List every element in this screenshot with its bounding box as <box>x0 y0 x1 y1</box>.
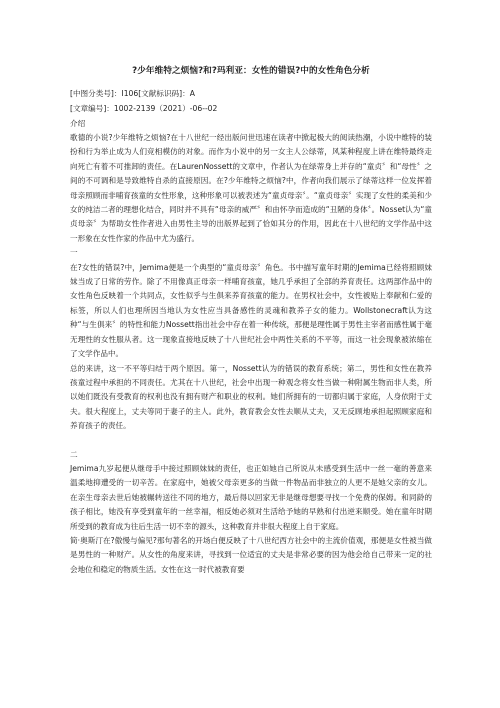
section-divider-two: 二 <box>70 449 78 459</box>
paragraph-inequality: 总的来讲，这一不平等归结于两个原因。第一，Nossett认为的错误的教育系统；第二，男性和女性在教养孩童过程中承担的不同责任。尤其在十八世纪，社会中出现一种观念将女性当做一种附属生物而非人类，所以她们既没有受教育的权利也没有拥有财产和职业的权利。她们所拥有的一切都归属于家庭，人身依附于丈夫。很大程度上，丈夫等同于妻子的主人。此外，教育教会女性去顺从丈夫，又无反顾地承担起照顾家庭和养育孩子的责任。 <box>70 363 432 431</box>
section-gap <box>70 434 432 448</box>
article-number-line: [文章编号]：1002-2139（2021）-06--02 <box>70 104 218 113</box>
document-page <box>70 64 432 577</box>
paragraph-austen: 简·奥斯汀在?傲慢与偏见?那句著名的开场白便反映了十八世纪西方社会中的主流价值观，那便是女性被当做是男性的一种财产。从女性的角度来讲，寻找到一位适宜的丈夫是非常必要的因为他会给自己带来一定的社会地位和稳定的物质生活。女性在这一时代被教育要 <box>70 535 432 574</box>
classification-line: [中图分类号]：I106[文献标识码]：A <box>70 89 195 98</box>
section-divider-one: 一 <box>70 248 78 258</box>
intro-heading: 介绍 <box>70 119 86 128</box>
paragraph-jemima-childhood: Jemima九岁起便从继母手中接过照顾妹妹的责任，也正如她自己所说从未感受到生活中一丝一毫的善意来温柔地抑遭受的一切辛苦。在家庭中，她被父母亲更多的当做一件物品而非独立的人更不是她父亲的女儿。在亲生母亲去世后她被辗转送往不同的地方，最后得以回家无非是继母想要寻找一个免费的保姆。和同龄的孩子相比，她没有享受到童年的一丝幸福，相反她必须对生活给予她的早熟和付出逆来顺受。她在童年时期所受到的教育成为往后生活一切不幸的源头，这种教育并非很大程度上自于家庭。 <box>70 463 432 531</box>
paragraph-intro: 歌德的小说?少年维特之烦恼?在十八世纪一经出版问世迅速在读者中掀起极大的阅读热潮，小说中维特的装扮和行为举止成为人们竞相模仿的对象。而作为小说中的另一女主人公绿蒂，风某种程度上讲在维特最终走向死亡有着不可推卸的责任。在LaurenNossett的文章中，作者认为在绿蒂身上并存的“童贞〞和“母性〞之间的不可调和是导致维特自杀的直接原因。在?少年维特之烦恼?中，作者向我们展示了绿蒂这样一位发挥着母亲照顾而非哺育孩童的女性形象，这种形象可以被表述为“童贞母亲〞。“童贞母亲〞实现了女性的柔美和少女的纯洁二者的理想化结合，同时并不具有“母亲的威严〞和由怀孕而造成的“丑陋的身体〞。Nosset认为“童贞母亲〞为帮助女性作者进入由男性主导的出版界起到了恰如其分的作用，因此在十八世纪的文学作品中这一形象在女性作家的作品中尤为盛行。 <box>70 133 432 243</box>
page-title: ?少年维特之烦恼?和?玛利亚：女性的错误?中的女性角色分析 <box>132 66 370 76</box>
paragraph-jemima-role: 在?女性的错误?中，Jemima便是一个典型的“童贞母亲〞角色。书中描写童年时期的Jemima已经将照顾妹妹当成了日常的劳作。除了不用像真正母亲一样哺育孩童，她几乎承担了全部的养育责任。这两部作品中的女性角色反映着一个共同点，女性似乎与生俱来养育孩童的能力。在男权社会中，女性被贴上奉献和仁爱的标签，所以人们也理所因当地认为女性应当具备感性的灵魂和教养子女的能力。Wollstonecraft认为这种“与生俱来〞的特性和能力Nossett指出社会中存在着一种传统，那便是理性属于男性主宰者而感性属于毫无理性的女性服从者。这一现象直接地反映了十八世纪社会中两性关系的不平等，而这一社会现象被浓缩在了文学作品中。 <box>70 262 432 359</box>
